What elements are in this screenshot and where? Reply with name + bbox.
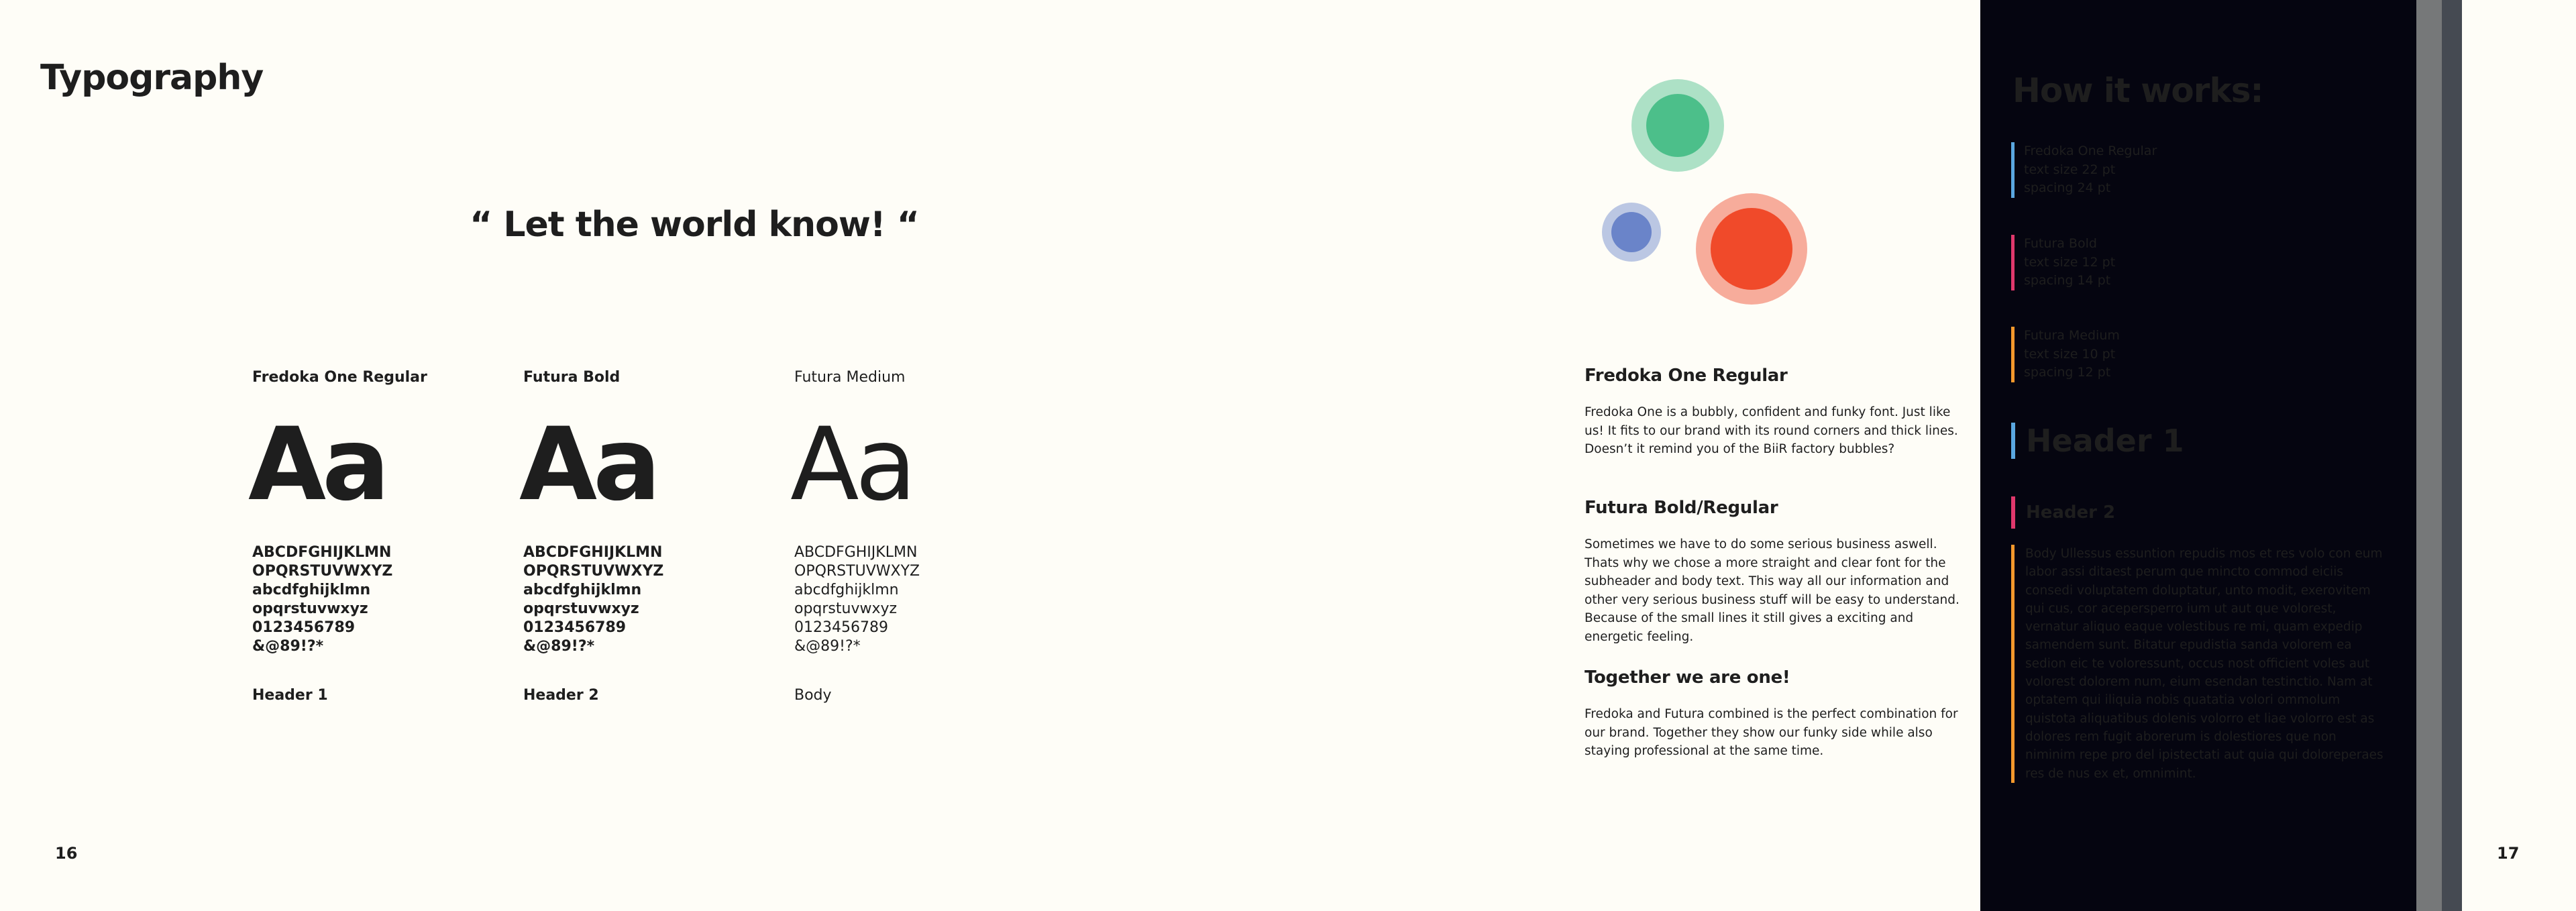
font-column-fredoka	[248, 368, 494, 706]
font-column-futura-medium	[790, 368, 1036, 706]
font-column-futura-bold	[519, 368, 765, 706]
spec-fredoka	[2011, 142, 2259, 198]
font-role: Header 1	[252, 687, 328, 704]
font-role: Body	[794, 687, 832, 704]
font-character-set: ABCDFGHIJKLMN OPQRSTUVWXYZ abcdfghijklmn opqrstuvwxyz 0123456789 &@89!?*	[523, 544, 664, 655]
spec-font: Futura Bold	[2024, 236, 2097, 251]
description-title: Fredoka One Regular	[1585, 366, 1788, 386]
description-futura	[1585, 498, 1960, 646]
spec-size: text size 12 pt	[2024, 254, 2116, 270]
sample-header-1: Header 1	[2011, 423, 2184, 459]
sample-body-text: Body Ullessus essuntion repudis mos et res volo con eum labor assi ditaest perum que mincto commod eiciis consedi voluptatem doluptatur, unto modit, exerovitem qui cus, cor acepersperro ium ut aut que volorest, vernatur aliquo eaque volestibus re mi, quam expedip samendem sunt. Bitatur epudistia sanda volorem ea sedion eic te voloressunt, occus nost officient voles aut volorest dolorem num, eium esendan testinctio. Nam at optatem qui iliquia nobis quatatia volori ommolum quistota aliquatibus dolenis volorro et liae volorro est as dolores rem fugit aborerum is dolestiores que non niminim repe pro del ipistectati aut quia qui doloreperaes res de nus ex et, omnimint.	[2011, 545, 2387, 783]
description-text: Sometimes we have to do some serious business aswell. Thats why we chose a more straight and clear font for the subheader and body text. This way all our information and other very serious business stuff will be easy to understand. Because of the small lines it still gives a exciting and energetic feeling.	[1585, 537, 1960, 644]
font-role: Header 2	[523, 687, 599, 704]
description-title: Together we are one!	[1585, 667, 1790, 688]
description-text: Fredoka One is a bubbly, confident and funky font. Just like us! It fits to our brand with its round corners and thick lines. Doesn’t it remind you of the BiiR factory bubbles?	[1585, 405, 1958, 456]
font-character-set: ABCDFGHIJKLMN OPQRSTUVWXYZ abcdfghijklmn opqrstuvwxyz 0123456789 &@89!?*	[252, 544, 393, 655]
spec-size: text size 22 pt	[2024, 162, 2116, 177]
spec-font: Futura Medium	[2024, 328, 2120, 343]
page-title: Typography	[40, 58, 264, 98]
sample-header-2: Header 2	[2011, 496, 2115, 529]
bubble-green-inner	[1646, 94, 1709, 157]
font-name: Futura Medium	[794, 369, 906, 386]
description-together	[1585, 667, 1960, 761]
how-it-works-title: How it works:	[2012, 71, 2263, 110]
spec-font: Fredoka One Regular	[2024, 144, 2157, 158]
spec-spacing: spacing 24 pt	[2024, 180, 2111, 195]
spec-size: text size 10 pt	[2024, 346, 2116, 362]
font-name: Futura Bold	[523, 369, 621, 386]
bubble-blue-inner	[1611, 212, 1652, 252]
page-number-right: 17	[2497, 844, 2520, 863]
font-character-set: ABCDFGHIJKLMN OPQRSTUVWXYZ abcdfghijklmn opqrstuvwxyz 0123456789 &@89!?*	[794, 544, 920, 655]
page-number-left: 16	[55, 844, 78, 863]
edge-stripe-gray	[2416, 0, 2442, 911]
font-sample: Aa	[519, 407, 657, 523]
font-sample: Aa	[790, 407, 913, 523]
description-fredoka	[1585, 366, 1960, 459]
spec-futura-medium	[2011, 327, 2259, 382]
slogan-quote: “ Let the world know! “	[470, 205, 919, 245]
spec-spacing: spacing 12 pt	[2024, 365, 2111, 380]
spec-spacing: spacing 14 pt	[2024, 273, 2111, 288]
font-name: Fredoka One Regular	[252, 369, 427, 386]
spec-futura-bold	[2011, 235, 2259, 290]
bubble-red-inner	[1711, 208, 1792, 290]
font-sample: Aa	[248, 407, 386, 523]
description-title: Futura Bold/Regular	[1585, 498, 1778, 518]
description-text: Fredoka and Futura combined is the perfect combination for our brand. Together they show our funky side while also staying professional at the same time.	[1585, 707, 1958, 758]
edge-stripe-dark	[2442, 0, 2462, 911]
